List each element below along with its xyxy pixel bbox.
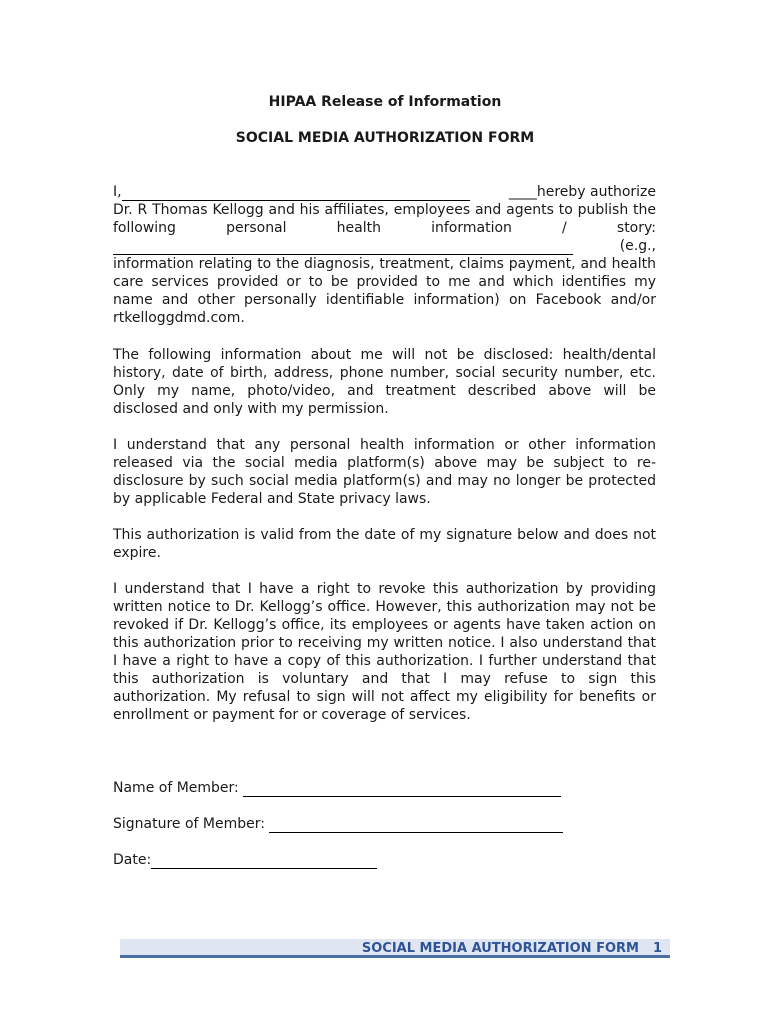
authorization-paragraph xyxy=(113,183,656,327)
document-title: HIPAA Release of Information xyxy=(268,94,502,110)
member-name-input[interactable] xyxy=(243,781,561,797)
member-name-label: Name of Member: xyxy=(113,780,239,796)
revoke-paragraph: I understand that I have a right to revoke this authorization by providing written notice to Dr. Kellogg’s office. However, this authorization may not be revoked if Dr. Kellogg’s office, its employees or agents have taken action on this authorization prior to receiving my written notice. I also understand that I have a right to have a copy of this authorization. I further understand that this authorization is voluntary and that I may refuse to sign this authorization. My refusal to sign will not affect my eligibility for benefits or enrollment or payment for or coverage of services. xyxy=(113,581,656,723)
redisclosure-paragraph: I understand that any personal health information or other information released via the social media platform(s) above may be subject to re-disclosure by such social media platform(s) and may no longer be protected by applicable Federal and State privacy laws. xyxy=(113,437,656,507)
i-text: I, xyxy=(113,184,122,200)
not-disclosed-paragraph: The following information about me will not be disclosed: health/dental history, date of birth, address, phone number, social security number, etc. Only my name, photo/video, and treatment described above will be disclosed and only with my permission. xyxy=(113,347,656,417)
name-line xyxy=(113,183,656,201)
date-field xyxy=(113,851,377,869)
hereby-authorize-text: ____hereby authorize xyxy=(508,184,656,200)
page-footer xyxy=(120,939,670,958)
form-title: SOCIAL MEDIA AUTHORIZATION FORM xyxy=(235,130,535,146)
story-line xyxy=(113,237,656,255)
eg-text: (e.g., xyxy=(619,238,656,254)
member-name-field xyxy=(113,779,561,797)
story-blank[interactable] xyxy=(113,240,573,255)
page-number: 1 xyxy=(652,941,662,956)
member-signature-field xyxy=(113,815,563,833)
member-signature-label: Signature of Member: xyxy=(113,816,265,832)
publish-text: Dr. R Thomas Kellogg and his affiliates, employees and agents to publish the following personal health information / story: xyxy=(113,202,656,236)
date-label: Date: xyxy=(113,852,152,868)
footer-title: SOCIAL MEDIA AUTHORIZATION FORM xyxy=(361,941,639,956)
date-input[interactable] xyxy=(151,853,377,869)
member-name-blank[interactable] xyxy=(122,186,470,201)
info-description-text: information relating to the diagnosis, treatment, claims payment, and health care services provided or to be provided to me and which identifies my name and other personally identifiable information) on Facebook and/or rtkelloggdmd.com. xyxy=(113,256,656,326)
member-signature-input[interactable] xyxy=(269,817,563,833)
validity-paragraph: This authorization is valid from the date of my signature below and does not expire. xyxy=(113,527,656,561)
